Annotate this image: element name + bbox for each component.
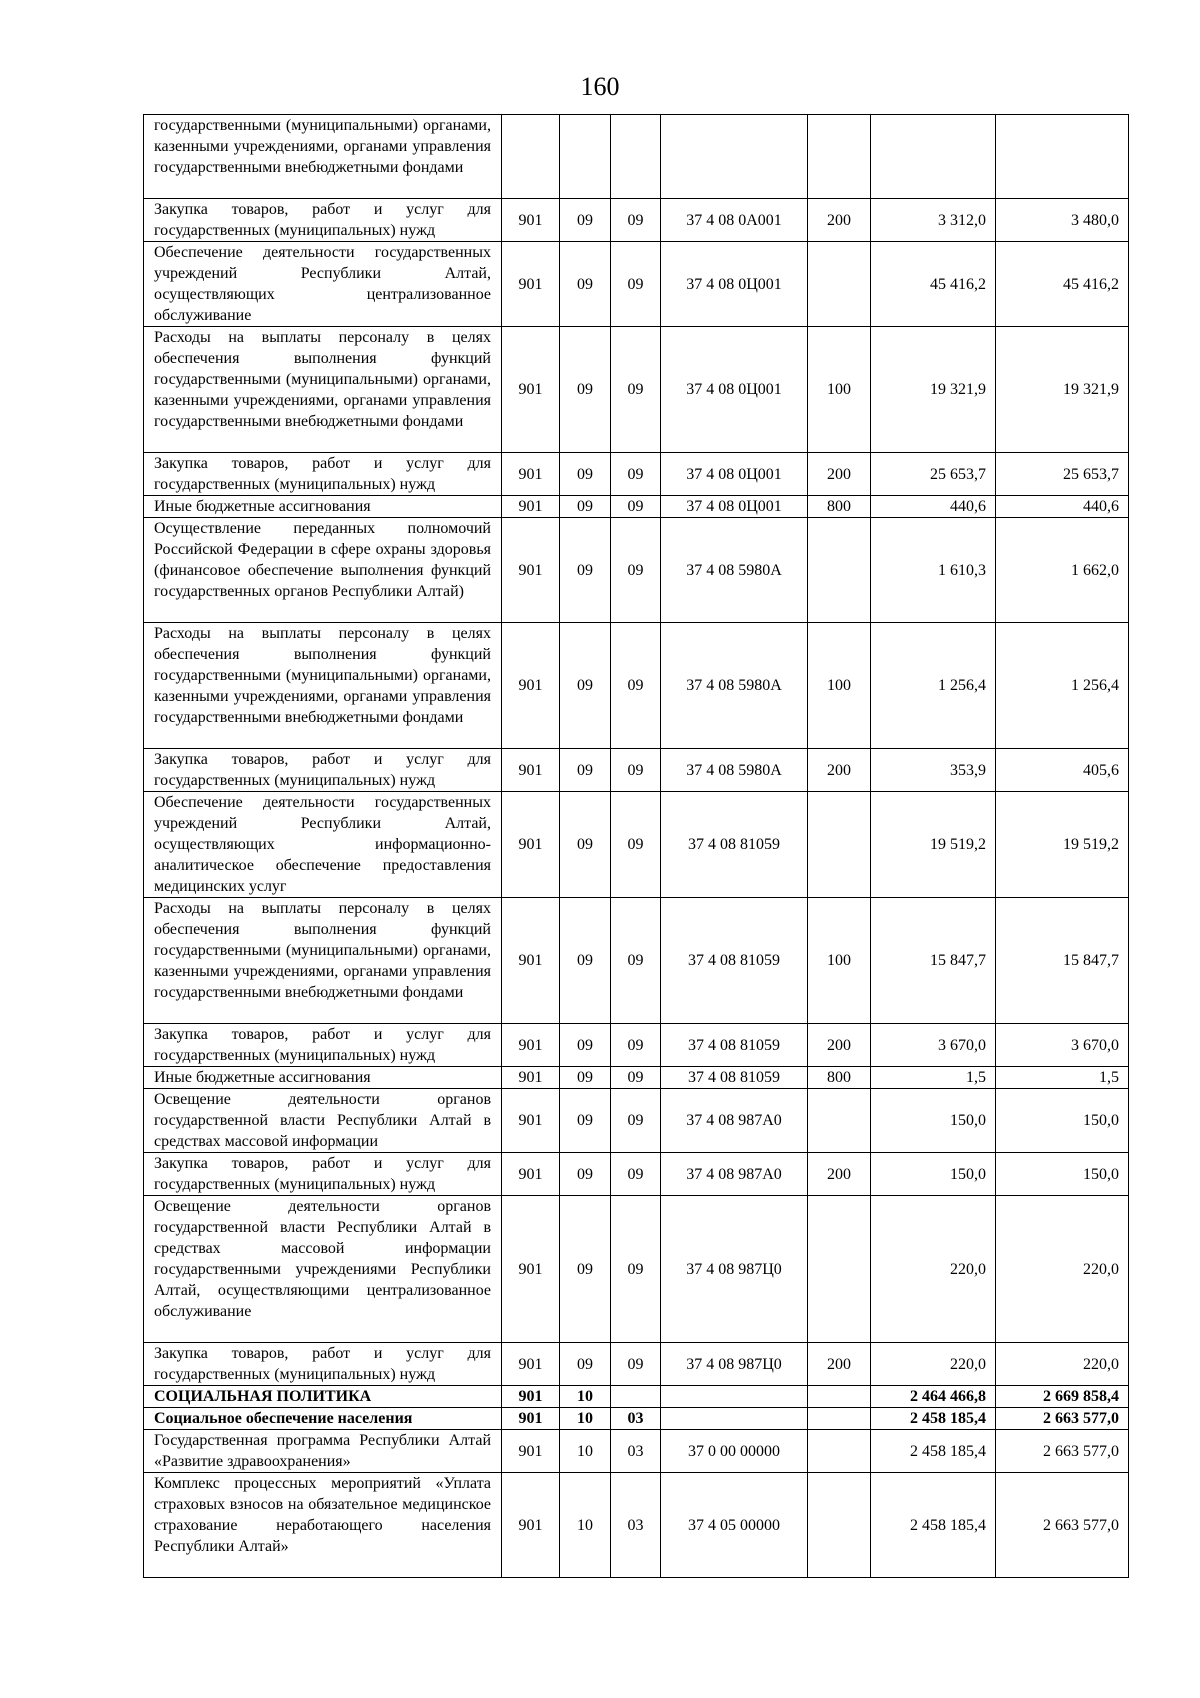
cell-expense-type: 800 xyxy=(808,496,871,518)
cell-target-article xyxy=(661,1408,808,1430)
cell-amount-year1: 150,0 xyxy=(871,1089,996,1153)
cell-amount-year2: 2 663 577,0 xyxy=(996,1408,1129,1430)
cell-subsection: 09 xyxy=(611,1067,661,1089)
table-row xyxy=(144,749,1129,792)
cell-grbs: 901 xyxy=(502,327,560,453)
table-row xyxy=(144,1473,1129,1578)
cell-target-article: 37 4 08 987А0 xyxy=(661,1153,808,1196)
table-row xyxy=(144,1196,1129,1343)
cell-amount-year2: 220,0 xyxy=(996,1196,1129,1343)
cell-expense-type: 800 xyxy=(808,1067,871,1089)
cell-amount-year2 xyxy=(996,115,1129,199)
cell-name: Комплекс процессных мероприятий «Уплата страховых взносов на обязательное медицинское страхование неработающего населения Республики Алтай» xyxy=(144,1473,502,1578)
cell-amount-year2: 220,0 xyxy=(996,1343,1129,1386)
cell-subsection: 03 xyxy=(611,1430,661,1473)
cell-amount-year1: 2 464 466,8 xyxy=(871,1386,996,1408)
cell-subsection: 09 xyxy=(611,199,661,242)
cell-target-article: 37 4 08 0Ц001 xyxy=(661,242,808,327)
cell-grbs: 901 xyxy=(502,749,560,792)
cell-amount-year2: 2 663 577,0 xyxy=(996,1430,1129,1473)
cell-subsection: 09 xyxy=(611,453,661,496)
cell-section: 09 xyxy=(560,1089,611,1153)
cell-section: 09 xyxy=(560,1067,611,1089)
cell-expense-type: 200 xyxy=(808,453,871,496)
table-row xyxy=(144,199,1129,242)
cell-amount-year1: 150,0 xyxy=(871,1153,996,1196)
cell-grbs: 901 xyxy=(502,1343,560,1386)
cell-target-article: 37 4 08 81059 xyxy=(661,898,808,1024)
cell-subsection: 03 xyxy=(611,1408,661,1430)
cell-name: Расходы на выплаты персоналу в целях обеспечения выполнения функций государственными (муниципальными) органами, казенными учреждениями, органами управления государственными внебюджетными фондами xyxy=(144,327,502,453)
cell-target-article: 37 4 08 5980А xyxy=(661,518,808,623)
cell-grbs: 901 xyxy=(502,453,560,496)
cell-amount-year1: 15 847,7 xyxy=(871,898,996,1024)
cell-grbs: 901 xyxy=(502,1430,560,1473)
cell-section: 09 xyxy=(560,1343,611,1386)
cell-amount-year1: 3 670,0 xyxy=(871,1024,996,1067)
cell-target-article xyxy=(661,115,808,199)
cell-expense-type: 200 xyxy=(808,1153,871,1196)
table-row xyxy=(144,1343,1129,1386)
cell-amount-year2: 15 847,7 xyxy=(996,898,1129,1024)
table-row xyxy=(144,115,1129,199)
cell-amount-year1: 1 610,3 xyxy=(871,518,996,623)
cell-subsection: 09 xyxy=(611,327,661,453)
cell-amount-year2: 19 321,9 xyxy=(996,327,1129,453)
cell-amount-year1: 220,0 xyxy=(871,1196,996,1343)
cell-amount-year1: 19 321,9 xyxy=(871,327,996,453)
cell-amount-year2: 440,6 xyxy=(996,496,1129,518)
cell-grbs: 901 xyxy=(502,1067,560,1089)
cell-subsection: 09 xyxy=(611,242,661,327)
cell-target-article: 37 4 08 0Ц001 xyxy=(661,453,808,496)
cell-target-article: 37 4 08 81059 xyxy=(661,1067,808,1089)
cell-expense-type xyxy=(808,518,871,623)
cell-name: Обеспечение деятельности государственных учреждений Республики Алтай, осуществляющих централизованное обслуживание xyxy=(144,242,502,327)
cell-target-article: 37 4 08 0Ц001 xyxy=(661,496,808,518)
cell-grbs: 901 xyxy=(502,242,560,327)
table-row xyxy=(144,1067,1129,1089)
table-row xyxy=(144,1430,1129,1473)
cell-amount-year1: 353,9 xyxy=(871,749,996,792)
cell-section: 09 xyxy=(560,453,611,496)
cell-expense-type: 100 xyxy=(808,623,871,749)
cell-amount-year1: 1 256,4 xyxy=(871,623,996,749)
cell-target-article: 37 4 08 987Ц0 xyxy=(661,1343,808,1386)
cell-name: Социальное обеспечение населения xyxy=(144,1408,502,1430)
cell-name: Закупка товаров, работ и услуг для государственных (муниципальных) нужд xyxy=(144,1024,502,1067)
cell-subsection: 09 xyxy=(611,792,661,898)
table-row xyxy=(144,792,1129,898)
cell-amount-year2: 3 670,0 xyxy=(996,1024,1129,1067)
cell-amount-year1: 25 653,7 xyxy=(871,453,996,496)
table-row xyxy=(144,898,1129,1024)
cell-name: государственными (муниципальными) органами, казенными учреждениями, органами управления государственными внебюджетными фондами xyxy=(144,115,502,199)
cell-amount-year1 xyxy=(871,115,996,199)
table-row xyxy=(144,242,1129,327)
cell-expense-type: 200 xyxy=(808,1024,871,1067)
cell-section: 09 xyxy=(560,496,611,518)
cell-target-article: 37 4 05 00000 xyxy=(661,1473,808,1578)
cell-amount-year1: 19 519,2 xyxy=(871,792,996,898)
table-row xyxy=(144,496,1129,518)
cell-name: Закупка товаров, работ и услуг для государственных (муниципальных) нужд xyxy=(144,1343,502,1386)
cell-target-article: 37 4 08 5980А xyxy=(661,749,808,792)
cell-grbs: 901 xyxy=(502,1408,560,1430)
cell-name: Закупка товаров, работ и услуг для государственных (муниципальных) нужд xyxy=(144,749,502,792)
cell-name: Иные бюджетные ассигнования xyxy=(144,496,502,518)
cell-grbs xyxy=(502,115,560,199)
cell-target-article: 37 4 08 5980А xyxy=(661,623,808,749)
budget-table xyxy=(143,114,1129,1578)
table-row xyxy=(144,1386,1129,1408)
cell-name: Закупка товаров, работ и услуг для государственных (муниципальных) нужд xyxy=(144,453,502,496)
cell-section: 09 xyxy=(560,898,611,1024)
cell-grbs: 901 xyxy=(502,1153,560,1196)
cell-grbs: 901 xyxy=(502,518,560,623)
cell-subsection: 09 xyxy=(611,1153,661,1196)
cell-amount-year2: 150,0 xyxy=(996,1153,1129,1196)
cell-expense-type: 100 xyxy=(808,327,871,453)
cell-expense-type xyxy=(808,1430,871,1473)
cell-subsection: 09 xyxy=(611,749,661,792)
cell-subsection: 09 xyxy=(611,1343,661,1386)
cell-subsection: 09 xyxy=(611,496,661,518)
cell-section: 09 xyxy=(560,623,611,749)
cell-subsection xyxy=(611,1386,661,1408)
cell-section: 09 xyxy=(560,518,611,623)
cell-subsection: 09 xyxy=(611,1089,661,1153)
cell-grbs: 901 xyxy=(502,496,560,518)
cell-expense-type: 200 xyxy=(808,1343,871,1386)
cell-name: Расходы на выплаты персоналу в целях обеспечения выполнения функций государственными (муниципальными) органами, казенными учреждениями, органами управления государственными внебюджетными фондами xyxy=(144,898,502,1024)
table-row xyxy=(144,453,1129,496)
cell-name: Иные бюджетные ассигнования xyxy=(144,1067,502,1089)
cell-name: Государственная программа Республики Алтай «Развитие здравоохранения» xyxy=(144,1430,502,1473)
cell-amount-year2: 405,6 xyxy=(996,749,1129,792)
cell-subsection: 09 xyxy=(611,1024,661,1067)
cell-expense-type: 200 xyxy=(808,199,871,242)
table-row xyxy=(144,623,1129,749)
cell-grbs: 901 xyxy=(502,792,560,898)
table-row xyxy=(144,1153,1129,1196)
page-number: 160 xyxy=(580,72,620,101)
cell-amount-year1: 45 416,2 xyxy=(871,242,996,327)
cell-grbs: 901 xyxy=(502,623,560,749)
cell-expense-type xyxy=(808,1408,871,1430)
cell-section: 09 xyxy=(560,792,611,898)
cell-expense-type xyxy=(808,1196,871,1343)
cell-amount-year2: 1 256,4 xyxy=(996,623,1129,749)
cell-target-article: 37 4 08 987А0 xyxy=(661,1089,808,1153)
cell-name: СОЦИАЛЬНАЯ ПОЛИТИКА xyxy=(144,1386,502,1408)
cell-subsection: 03 xyxy=(611,1473,661,1578)
cell-amount-year1: 220,0 xyxy=(871,1343,996,1386)
cell-name: Закупка товаров, работ и услуг для государственных (муниципальных) нужд xyxy=(144,199,502,242)
cell-subsection: 09 xyxy=(611,1196,661,1343)
table-row xyxy=(144,1089,1129,1153)
cell-subsection xyxy=(611,115,661,199)
cell-name: Осуществление переданных полномочий Российской Федерации в сфере охраны здоровья (финансовое обеспечение выполнения функций государственных органов Республики Алтай) xyxy=(144,518,502,623)
cell-expense-type xyxy=(808,242,871,327)
cell-target-article: 37 4 08 81059 xyxy=(661,792,808,898)
cell-name: Закупка товаров, работ и услуг для государственных (муниципальных) нужд xyxy=(144,1153,502,1196)
cell-grbs: 901 xyxy=(502,898,560,1024)
cell-amount-year2: 25 653,7 xyxy=(996,453,1129,496)
cell-expense-type xyxy=(808,1386,871,1408)
cell-expense-type xyxy=(808,115,871,199)
cell-subsection: 09 xyxy=(611,623,661,749)
cell-expense-type xyxy=(808,1473,871,1578)
table-row xyxy=(144,327,1129,453)
cell-target-article: 37 4 08 987Ц0 xyxy=(661,1196,808,1343)
cell-expense-type: 200 xyxy=(808,749,871,792)
cell-section: 09 xyxy=(560,1153,611,1196)
cell-section: 09 xyxy=(560,1024,611,1067)
cell-amount-year1: 2 458 185,4 xyxy=(871,1430,996,1473)
cell-expense-type: 100 xyxy=(808,898,871,1024)
cell-amount-year2: 2 663 577,0 xyxy=(996,1473,1129,1578)
cell-section: 10 xyxy=(560,1473,611,1578)
table-row xyxy=(144,518,1129,623)
cell-grbs: 901 xyxy=(502,1386,560,1408)
table-row xyxy=(144,1024,1129,1067)
cell-amount-year1: 2 458 185,4 xyxy=(871,1408,996,1430)
cell-amount-year2: 3 480,0 xyxy=(996,199,1129,242)
cell-amount-year2: 1,5 xyxy=(996,1067,1129,1089)
cell-target-article xyxy=(661,1386,808,1408)
cell-section xyxy=(560,115,611,199)
cell-amount-year2: 45 416,2 xyxy=(996,242,1129,327)
cell-name: Обеспечение деятельности государственных учреждений Республики Алтай, осуществляющих информационно-аналитическое обеспечение предоставления медицинских услуг xyxy=(144,792,502,898)
cell-expense-type xyxy=(808,792,871,898)
cell-amount-year1: 440,6 xyxy=(871,496,996,518)
table-body xyxy=(144,115,1129,1578)
cell-grbs: 901 xyxy=(502,199,560,242)
cell-amount-year2: 1 662,0 xyxy=(996,518,1129,623)
cell-target-article: 37 4 08 81059 xyxy=(661,1024,808,1067)
cell-name: Освещение деятельности органов государственной власти Республики Алтай в средствах массовой информации xyxy=(144,1089,502,1153)
cell-amount-year2: 150,0 xyxy=(996,1089,1129,1153)
cell-grbs: 901 xyxy=(502,1024,560,1067)
cell-amount-year1: 1,5 xyxy=(871,1067,996,1089)
cell-target-article: 37 4 08 0Ц001 xyxy=(661,327,808,453)
cell-grbs: 901 xyxy=(502,1089,560,1153)
cell-amount-year1: 2 458 185,4 xyxy=(871,1473,996,1578)
cell-amount-year2: 19 519,2 xyxy=(996,792,1129,898)
cell-section: 10 xyxy=(560,1386,611,1408)
cell-section: 09 xyxy=(560,749,611,792)
cell-name: Освещение деятельности органов государственной власти Республики Алтай в средствах массовой информации государственными учреждениями Республики Алтай, осуществляющими централизованное обслуживание xyxy=(144,1196,502,1343)
cell-target-article: 37 4 08 0А001 xyxy=(661,199,808,242)
cell-section: 09 xyxy=(560,199,611,242)
cell-subsection: 09 xyxy=(611,518,661,623)
cell-section: 09 xyxy=(560,242,611,327)
cell-section: 10 xyxy=(560,1408,611,1430)
cell-section: 09 xyxy=(560,1196,611,1343)
table-row xyxy=(144,1408,1129,1430)
cell-target-article: 37 0 00 00000 xyxy=(661,1430,808,1473)
cell-grbs: 901 xyxy=(502,1473,560,1578)
cell-amount-year2: 2 669 858,4 xyxy=(996,1386,1129,1408)
cell-section: 09 xyxy=(560,327,611,453)
cell-grbs: 901 xyxy=(502,1196,560,1343)
cell-section: 10 xyxy=(560,1430,611,1473)
cell-subsection: 09 xyxy=(611,898,661,1024)
cell-amount-year1: 3 312,0 xyxy=(871,199,996,242)
cell-name: Расходы на выплаты персоналу в целях обеспечения выполнения функций государственными (муниципальными) органами, казенными учреждениями, органами управления государственными внебюджетными фондами xyxy=(144,623,502,749)
cell-expense-type xyxy=(808,1089,871,1153)
